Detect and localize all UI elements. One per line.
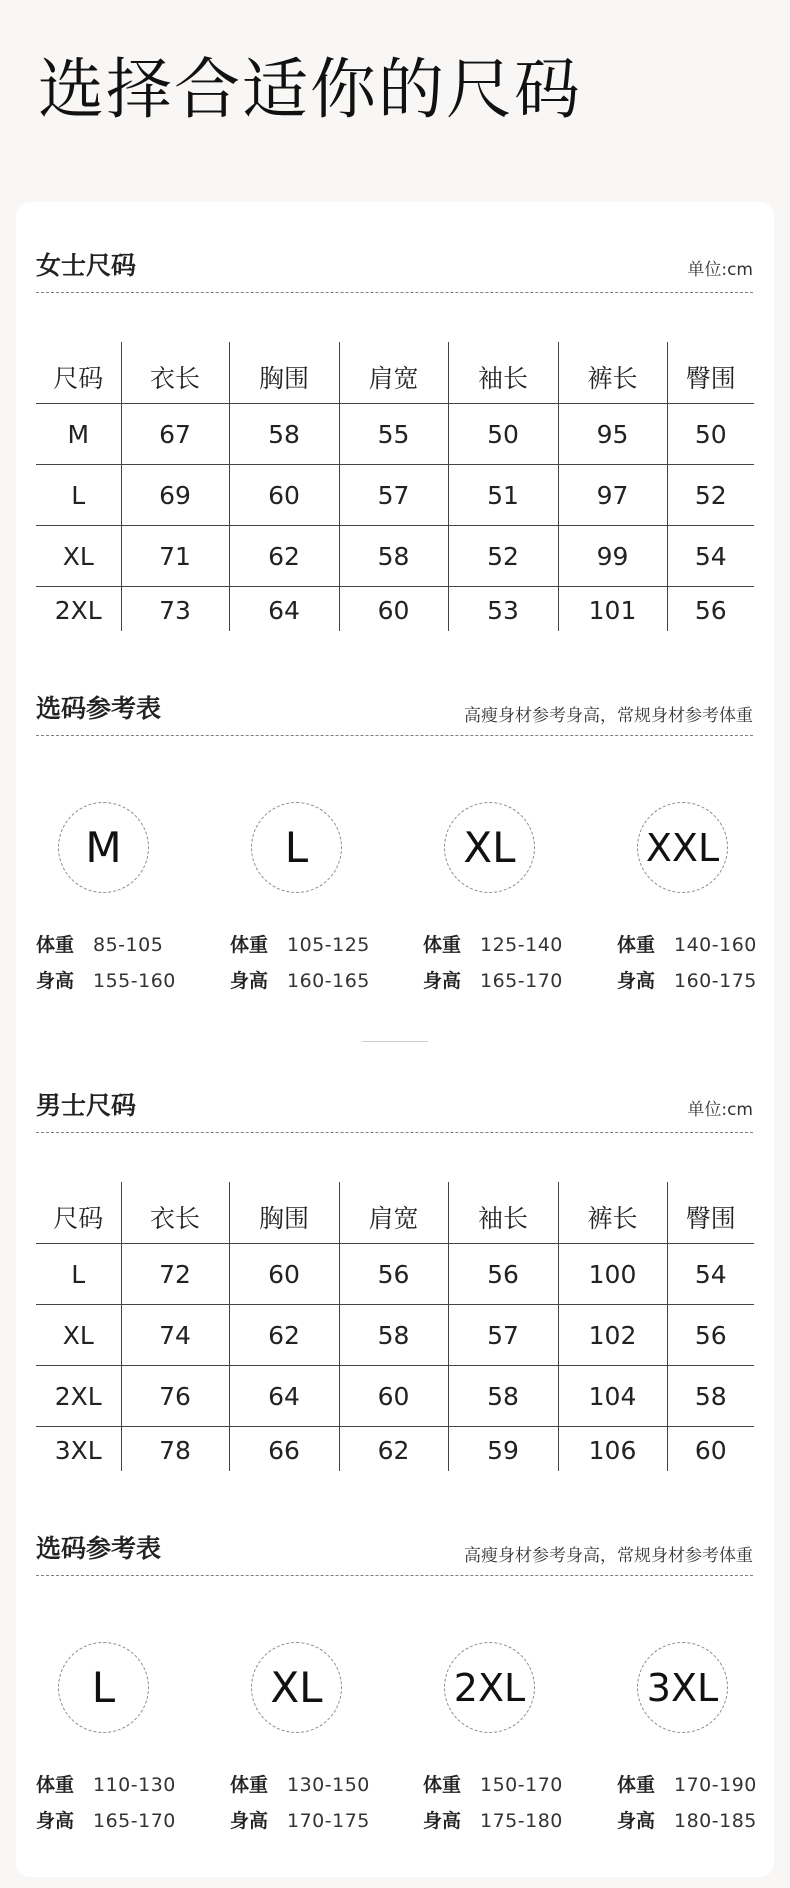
table-row [36, 404, 754, 465]
reference-item [230, 1642, 410, 1872]
table-cell: 95 [558, 404, 667, 465]
reference-item [36, 802, 216, 1032]
height-value: 180-185 [674, 1810, 757, 1832]
table-cell: 59 [448, 1427, 558, 1472]
table-header-row [36, 1182, 754, 1244]
size-circle: M [58, 802, 149, 893]
reference-item [617, 1642, 790, 1872]
weight-value: 140-160 [674, 934, 757, 956]
table-cell: 58 [448, 1366, 558, 1427]
weight-row [230, 930, 370, 957]
weight-label: 体重 [230, 1774, 269, 1796]
column-header: 尺码 [53, 363, 104, 393]
table-cell: 56 [667, 587, 754, 632]
table-cell: 54 [667, 526, 754, 587]
table-cell: M [67, 419, 90, 449]
weight-label: 体重 [617, 1774, 656, 1796]
height-label: 身高 [36, 1810, 75, 1832]
women-size-title: 女士尺码 [36, 251, 137, 280]
size-circle: XXL [637, 802, 728, 893]
height-row [617, 1806, 757, 1833]
weight-label: 体重 [423, 1774, 462, 1796]
height-value: 155-160 [93, 970, 176, 992]
column-header: 袖长 [448, 1182, 558, 1244]
table-cell: 60 [339, 1366, 448, 1427]
weight-value: 150-170 [480, 1774, 563, 1796]
table-cell: 52 [448, 526, 558, 587]
column-header: 肩宽 [339, 1182, 448, 1244]
table-cell: 58 [667, 1366, 754, 1427]
height-value: 175-180 [480, 1810, 563, 1832]
reference-item [36, 1642, 216, 1872]
men-reference-list [36, 1642, 756, 1872]
table-cell: 52 [667, 465, 754, 526]
table-cell: 64 [229, 1366, 339, 1427]
height-value: 165-170 [480, 970, 563, 992]
men-size-table [36, 1182, 754, 1471]
height-value: 160-175 [674, 970, 757, 992]
table-cell: XL [62, 1320, 94, 1350]
table-cell: 62 [339, 1427, 448, 1472]
table-cell: 99 [558, 526, 667, 587]
weight-row [230, 1770, 370, 1797]
table-cell: 60 [229, 1244, 339, 1305]
weight-row [36, 1770, 176, 1797]
men-size-title: 男士尺码 [36, 1091, 137, 1120]
size-circle: 3XL [637, 1642, 728, 1733]
weight-row [617, 930, 757, 957]
reference-item [423, 802, 603, 1032]
table-cell: 62 [229, 526, 339, 587]
height-label: 身高 [423, 970, 462, 992]
page-title: 选择合适你的尺码 [38, 51, 582, 128]
table-cell: L [71, 1259, 86, 1289]
table-cell: 104 [558, 1366, 667, 1427]
table-cell: 57 [339, 465, 448, 526]
weight-value: 125-140 [480, 934, 563, 956]
table-cell: 58 [339, 526, 448, 587]
weight-row [423, 930, 563, 957]
table-cell: 64 [229, 587, 339, 632]
table-cell: 2XL [54, 1381, 102, 1411]
table-cell: 62 [229, 1305, 339, 1366]
table-row [36, 587, 754, 632]
table-row [36, 526, 754, 587]
column-header: 肩宽 [339, 342, 448, 404]
women-reference-title: 选码参考表 [36, 694, 162, 723]
women-reference-note: 高瘦身材参考身高，常规身材参考体重 [464, 706, 753, 726]
column-header: 衣长 [121, 342, 229, 404]
table-cell: 60 [339, 587, 448, 632]
height-row [36, 966, 176, 993]
size-circle: XL [444, 802, 535, 893]
weight-row [423, 1770, 563, 1797]
table-cell: 97 [558, 465, 667, 526]
table-cell: 3XL [54, 1436, 102, 1465]
table-cell: 57 [448, 1305, 558, 1366]
height-row [617, 966, 757, 993]
table-cell: 60 [667, 1427, 754, 1472]
reference-item [230, 802, 410, 1032]
table-row [36, 465, 754, 526]
height-row [230, 1806, 370, 1833]
table-cell: 58 [229, 404, 339, 465]
table-cell: L [71, 480, 86, 510]
column-header: 裤长 [558, 342, 667, 404]
size-card [16, 202, 774, 1877]
height-label: 身高 [617, 1810, 656, 1832]
column-header: 胸围 [229, 1182, 339, 1244]
column-header: 胸围 [229, 342, 339, 404]
table-cell: 102 [558, 1305, 667, 1366]
height-row [36, 1806, 176, 1833]
height-row [423, 1806, 563, 1833]
men-size-header [36, 1088, 753, 1133]
weight-label: 体重 [36, 1774, 75, 1796]
women-unit-label: 单位:cm [687, 260, 753, 280]
table-cell: 50 [667, 404, 754, 465]
table-cell: 51 [448, 465, 558, 526]
reference-item [617, 802, 790, 1032]
table-cell: 72 [121, 1244, 229, 1305]
weight-row [617, 1770, 757, 1797]
women-size-table [36, 342, 754, 631]
table-row [36, 1244, 754, 1305]
table-header-row [36, 342, 754, 404]
table-row [36, 1366, 754, 1427]
table-cell: 2XL [54, 596, 102, 625]
column-header: 袖长 [448, 342, 558, 404]
table-cell: 53 [448, 587, 558, 632]
weight-value: 105-125 [287, 934, 370, 956]
men-reference-note: 高瘦身材参考身高，常规身材参考体重 [464, 1546, 753, 1566]
weight-value: 85-105 [93, 934, 164, 956]
size-circle: L [251, 802, 342, 893]
column-header: 臀围 [667, 342, 754, 404]
table-cell: 73 [121, 587, 229, 632]
women-size-header [36, 248, 753, 293]
weight-label: 体重 [423, 934, 462, 956]
table-cell: 60 [229, 465, 339, 526]
table-cell: 78 [121, 1427, 229, 1472]
table-row [36, 1427, 754, 1472]
table-cell: 56 [339, 1244, 448, 1305]
reference-item [423, 1642, 603, 1872]
height-value: 170-175 [287, 1810, 370, 1832]
weight-label: 体重 [230, 934, 269, 956]
table-cell: 56 [667, 1305, 754, 1366]
size-circle: XL [251, 1642, 342, 1733]
table-cell: 54 [667, 1244, 754, 1305]
table-cell: 76 [121, 1366, 229, 1427]
weight-value: 110-130 [93, 1774, 176, 1796]
table-cell: 67 [121, 404, 229, 465]
column-header: 尺码 [53, 1203, 104, 1233]
weight-value: 170-190 [674, 1774, 757, 1796]
column-header: 衣长 [121, 1182, 229, 1244]
height-row [423, 966, 563, 993]
size-circle: 2XL [444, 1642, 535, 1733]
height-label: 身高 [36, 970, 75, 992]
height-label: 身高 [230, 1810, 269, 1832]
size-circle: L [58, 1642, 149, 1733]
column-header: 臀围 [667, 1182, 754, 1244]
table-cell: 50 [448, 404, 558, 465]
section-divider [362, 1041, 428, 1042]
table-cell: 74 [121, 1305, 229, 1366]
women-reference-list [36, 802, 756, 1032]
weight-label: 体重 [617, 934, 656, 956]
table-cell: 71 [121, 526, 229, 587]
table-cell: 56 [448, 1244, 558, 1305]
women-reference-header [36, 691, 753, 736]
height-row [230, 966, 370, 993]
table-cell: 100 [558, 1244, 667, 1305]
weight-value: 130-150 [287, 1774, 370, 1796]
table-cell: 55 [339, 404, 448, 465]
table-row [36, 1305, 754, 1366]
table-cell: 69 [121, 465, 229, 526]
table-cell: 58 [339, 1305, 448, 1366]
table-cell: 101 [558, 587, 667, 632]
height-label: 身高 [423, 1810, 462, 1832]
men-unit-label: 单位:cm [687, 1100, 753, 1120]
men-reference-header [36, 1531, 753, 1576]
men-reference-title: 选码参考表 [36, 1534, 162, 1563]
height-value: 165-170 [93, 1810, 176, 1832]
table-cell: XL [62, 541, 94, 571]
table-cell: 106 [558, 1427, 667, 1472]
weight-label: 体重 [36, 934, 75, 956]
weight-row [36, 930, 163, 957]
table-cell: 66 [229, 1427, 339, 1472]
column-header: 裤长 [558, 1182, 667, 1244]
height-label: 身高 [230, 970, 269, 992]
height-label: 身高 [617, 970, 656, 992]
height-value: 160-165 [287, 970, 370, 992]
